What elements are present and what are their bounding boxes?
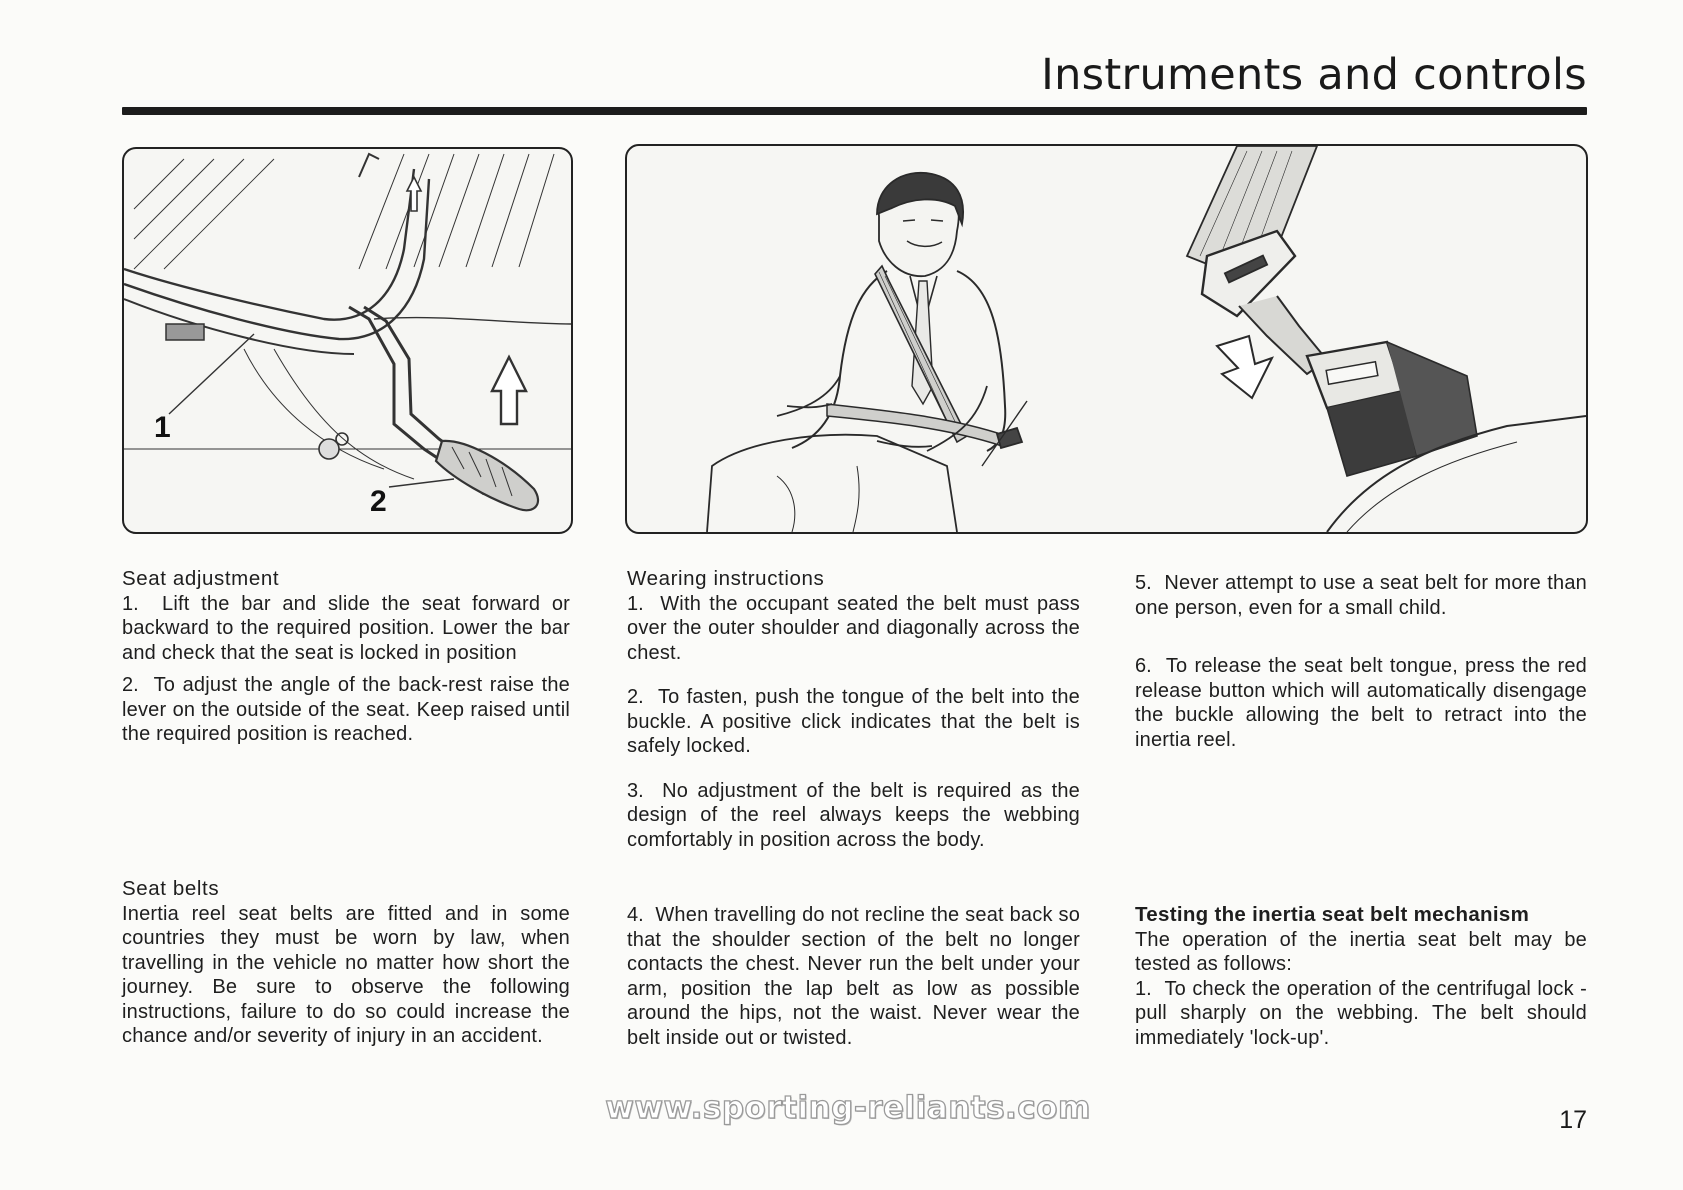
wearing-item-3: 3. No adjustment of the belt is required as the design of the reel always keeps the webbing comfortably in position across the body. [627, 779, 1080, 851]
seat-adjustment-section [122, 567, 570, 747]
testing-heading: Testing the inertia seat belt mechanism [1135, 903, 1530, 926]
wearing-instructions-section [627, 567, 1080, 852]
page-title: Instruments and controls [1041, 50, 1587, 100]
seat-belt-illustration [625, 144, 1588, 534]
testing-intro: The operation of the inertia seat belt may be tested as follows: [1135, 928, 1587, 975]
seat-belts-section [122, 877, 570, 1049]
page-number: 17 [1559, 1106, 1587, 1134]
seat-adjustment-step-2: 2. To adjust the angle of the back-rest raise the lever on the outside of the seat. Keep raised until the required position is reached. [122, 674, 570, 745]
testing-section [1135, 903, 1587, 1050]
callout-2: 2 [370, 485, 387, 518]
seat-belts-heading: Seat belts [122, 877, 220, 900]
wearing-item-4: 4. When travelling do not recline the seat back so that the shoulder section of the belt no longer contacts the chest. Never run the belt under your arm, position the lap belt as low as possible around the hips, not the waist. Never wear the belt inside out or twisted. [627, 904, 1081, 1049]
seat-adjustment-heading: Seat adjustment [122, 567, 280, 590]
callout-1: 1 [154, 411, 171, 444]
wearing-item-4-block [627, 903, 1080, 1050]
seat-belt-drawing [627, 146, 1586, 532]
wearing-item-1: 1. With the occupant seated the belt must pass over the outer shoulder and diagonally across the chest. [627, 592, 1080, 664]
wearing-instructions-heading: Wearing instructions [627, 567, 825, 590]
seat-drawing [124, 149, 571, 532]
testing-step-1: 1. To check the operation of the centrifugal lock - pull sharply on the webbing. The belt should immediately 'lock-up'. [1135, 977, 1588, 1049]
seat-adjustment-illustration [122, 147, 573, 534]
right-item-5: 5. Never attempt to use a seat belt for more than one person, even for a small child. [1135, 572, 1587, 619]
right-item-6: 6. To release the seat belt tongue, press the red release button which will automatically disengage the buckle allowing the belt to retract into the inertia reel. [1135, 655, 1588, 751]
watermark-url: www.sporting-reliants.com [605, 1090, 1091, 1126]
seat-adjustment-step-1: 1. Lift the bar and slide the seat forward or backward to the required position. Lower the bar and check that the seat is locked in position [122, 592, 570, 664]
right-items-section [1135, 571, 1587, 752]
title-rule [122, 107, 1587, 115]
seat-belts-body: Inertia reel seat belts are fitted and in some countries they must be worn by law, when travelling in the vehicle no matter how short the journey. Be sure to observe the following instructions, failure to do so could increase the chance and/or severity of injury in an accident. [122, 902, 570, 1047]
wearing-item-2: 2. To fasten, push the tongue of the belt into the buckle. A positive click indicates that the belt is safely locked. [627, 686, 1080, 757]
